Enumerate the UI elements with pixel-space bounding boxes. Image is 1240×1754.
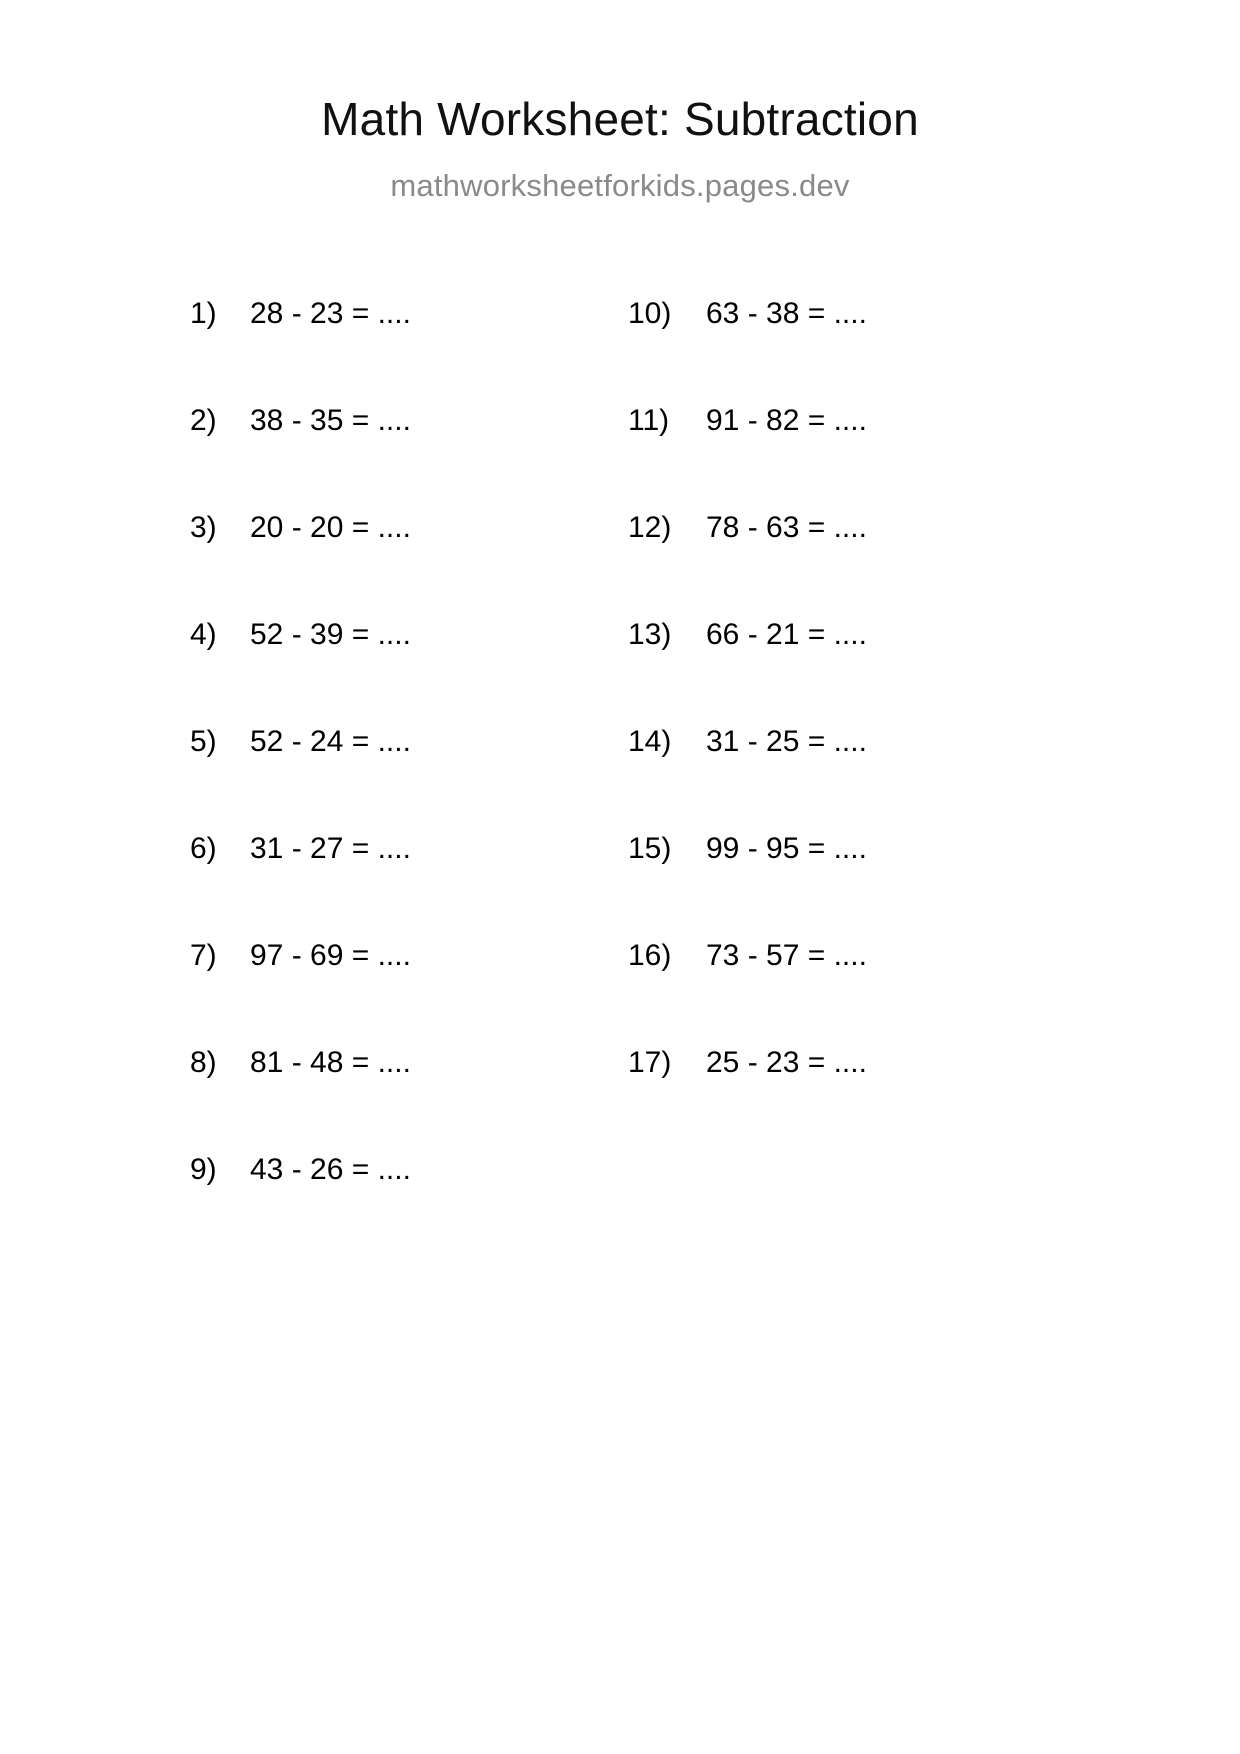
problem-item xyxy=(190,1152,500,1259)
problem-item xyxy=(190,938,500,1045)
problem-item xyxy=(628,510,1040,617)
problem-number: 7) xyxy=(190,939,217,972)
problem-number: 16) xyxy=(628,939,672,972)
problem-expression: 99 - 95 = .... xyxy=(706,832,867,865)
problem-number: 9) xyxy=(190,1153,217,1186)
problem-expression: 28 - 23 = .... xyxy=(250,297,411,330)
problem-number: 12) xyxy=(628,511,672,544)
problem-item xyxy=(628,831,1040,938)
problem-number: 2) xyxy=(190,404,217,437)
problem-number: 8) xyxy=(190,1046,217,1079)
problem-number: 14) xyxy=(628,725,672,758)
problem-number: 5) xyxy=(190,725,217,758)
problem-number: 10) xyxy=(628,297,672,330)
problem-item xyxy=(190,831,500,938)
problem-expression: 81 - 48 = .... xyxy=(250,1046,411,1079)
problems-container xyxy=(0,296,1240,1259)
problem-expression: 78 - 63 = .... xyxy=(706,511,867,544)
problem-item xyxy=(628,1045,1040,1152)
problem-expression: 43 - 26 = .... xyxy=(250,1153,411,1186)
problem-item xyxy=(190,296,500,403)
site-url-subtitle: mathworksheetforkids.pages.dev xyxy=(390,168,850,203)
problem-expression: 73 - 57 = .... xyxy=(706,939,867,972)
problem-item xyxy=(628,403,1040,510)
problem-item xyxy=(190,724,500,831)
problem-item xyxy=(628,617,1040,724)
problem-number: 17) xyxy=(628,1046,672,1079)
problem-item xyxy=(628,724,1040,831)
problem-item xyxy=(190,403,500,510)
problems-column-left xyxy=(0,296,500,1259)
problem-number: 1) xyxy=(190,297,217,330)
problem-expression: 20 - 20 = .... xyxy=(250,511,411,544)
problem-expression: 63 - 38 = .... xyxy=(706,297,867,330)
problem-number: 13) xyxy=(628,618,672,651)
problem-number: 11) xyxy=(628,404,670,437)
problem-item xyxy=(628,938,1040,1045)
problem-number: 4) xyxy=(190,618,217,651)
problem-item xyxy=(190,617,500,724)
problem-expression: 31 - 25 = .... xyxy=(706,725,867,758)
page-title: Math Worksheet: Subtraction xyxy=(321,93,919,145)
problem-expression: 52 - 39 = .... xyxy=(250,618,411,651)
problem-number: 3) xyxy=(190,511,217,544)
problem-item xyxy=(190,510,500,617)
problem-item xyxy=(628,296,1040,403)
problem-expression: 52 - 24 = .... xyxy=(250,725,411,758)
problem-expression: 91 - 82 = .... xyxy=(706,404,867,437)
problem-expression: 97 - 69 = .... xyxy=(250,939,411,972)
problem-number: 6) xyxy=(190,832,217,865)
problem-expression: 25 - 23 = .... xyxy=(706,1046,867,1079)
problem-item xyxy=(190,1045,500,1152)
problem-expression: 66 - 21 = .... xyxy=(706,618,867,651)
problem-number: 15) xyxy=(628,832,672,865)
problems-column-right xyxy=(500,296,1040,1259)
problem-expression: 38 - 35 = .... xyxy=(250,404,411,437)
problem-expression: 31 - 27 = .... xyxy=(250,832,411,865)
